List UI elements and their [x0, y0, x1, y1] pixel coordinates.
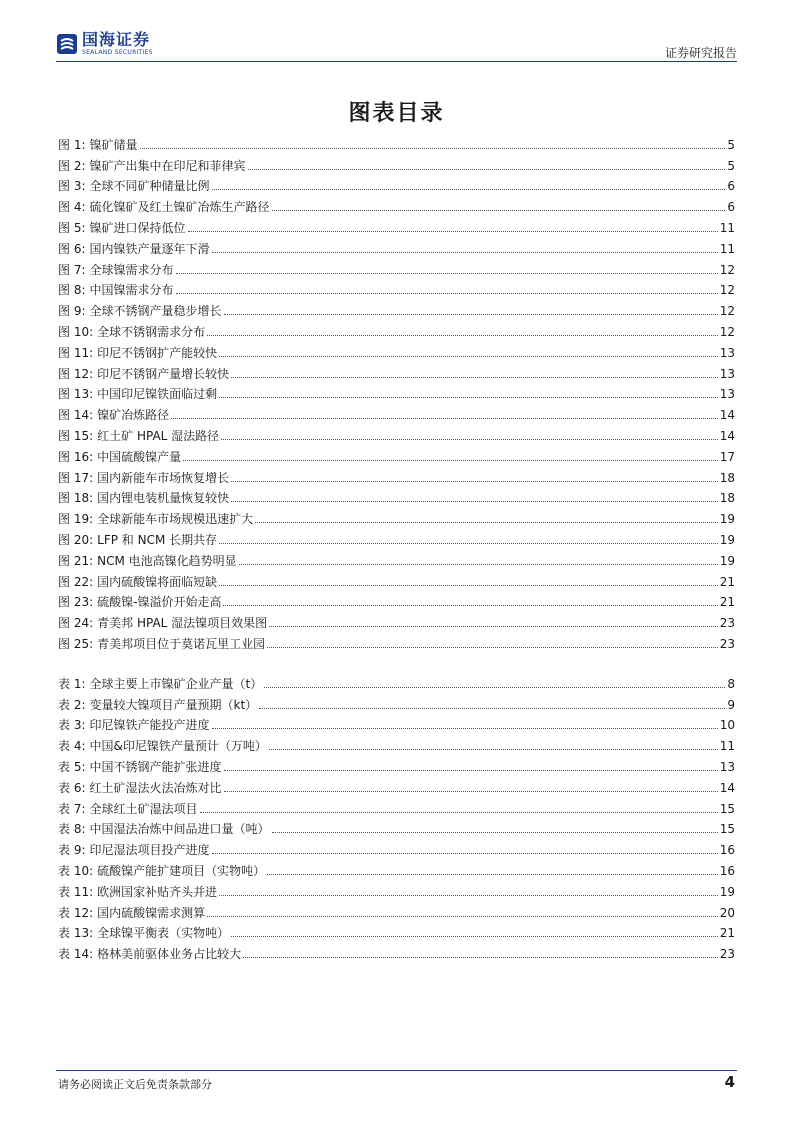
- entry-number: 图 15:: [58, 428, 94, 443]
- entry-page-number: 15: [719, 801, 735, 816]
- dot-leader: [259, 708, 725, 709]
- entry-title: 印尼湿法项目投产进度: [89, 843, 210, 858]
- dot-leader: [269, 626, 718, 627]
- entry-page-number: 14: [719, 428, 735, 443]
- dot-leader: [267, 874, 718, 875]
- dot-leader: [183, 460, 718, 461]
- entry-title: 硫酸镍产能扩建项目（实物吨）: [97, 863, 266, 878]
- entry-title: 印尼不锈钢扩产能较快: [97, 345, 218, 360]
- disclaimer-text: 请务必阅读正文后免责条款部分: [58, 1078, 212, 1091]
- entry-number: 图 24:: [58, 616, 94, 631]
- entry-number: 图 13:: [58, 387, 94, 402]
- entry-number: 图 12:: [58, 366, 94, 381]
- logo-chinese-name: 国海证券: [82, 30, 151, 49]
- figure-entry[interactable]: [58, 506, 735, 527]
- figure-entry[interactable]: [58, 444, 735, 465]
- entry-number: 表 5:: [58, 759, 86, 774]
- entry-page-number: 16: [719, 863, 735, 878]
- entry-title: 中国湿法冶炼中间品进口量（吨）: [89, 822, 270, 837]
- entry-title: 中国&印尼镍铁产量预计（万吨）: [89, 739, 267, 754]
- table-entry[interactable]: [58, 879, 735, 900]
- figure-entry[interactable]: [58, 590, 735, 611]
- figure-entry[interactable]: [58, 319, 735, 340]
- entry-page-number: 16: [719, 843, 735, 858]
- entry-page-number: 21: [719, 926, 735, 941]
- entry-number: 图 8:: [58, 283, 86, 298]
- entry-title: LFP 和 NCM 长期共存: [97, 532, 218, 547]
- entry-title: 青美邦项目位于莫诺瓦里工业园: [97, 636, 266, 651]
- entry-number: 图 19:: [58, 512, 94, 527]
- entry-page-number: 11: [719, 220, 735, 235]
- figure-entry[interactable]: [58, 153, 735, 174]
- entry-title: 硫化镍矿及红土镍矿冶炼生产路径: [89, 200, 270, 215]
- table-entry[interactable]: [58, 858, 735, 879]
- entry-number: 图 20:: [58, 532, 94, 547]
- entry-title: 国内镍铁产量逐年下滑: [89, 241, 210, 256]
- dot-leader: [219, 895, 718, 896]
- figure-entry[interactable]: [58, 298, 735, 319]
- dot-leader: [212, 853, 718, 854]
- footer-divider: [56, 1070, 737, 1071]
- entry-page-number: 11: [719, 739, 735, 754]
- entry-number: 表 3:: [58, 718, 86, 733]
- entry-page-number: 11: [719, 241, 735, 256]
- dot-leader: [243, 957, 718, 958]
- entry-page-number: 9: [727, 697, 735, 712]
- entry-page-number: 13: [719, 759, 735, 774]
- entry-title: 镍矿储量: [89, 137, 138, 152]
- figure-entry[interactable]: [58, 486, 735, 507]
- entry-number: 表 10:: [58, 863, 94, 878]
- entry-page-number: 5: [727, 137, 735, 152]
- entry-page-number: 18: [719, 470, 735, 485]
- entry-number: 图 1:: [58, 137, 86, 152]
- entry-number: 表 1:: [58, 676, 86, 691]
- page-number: 4: [724, 1073, 735, 1091]
- entry-page-number: 12: [719, 262, 735, 277]
- entry-title: 国内硫酸镍需求测算: [97, 905, 206, 920]
- entry-page-number: 17: [719, 449, 735, 464]
- entry-number: 表 11:: [58, 884, 94, 899]
- dot-leader: [231, 501, 718, 502]
- dot-leader: [176, 293, 718, 294]
- figure-entry[interactable]: [58, 402, 735, 423]
- entry-title: 全球不同矿种储量比例: [89, 179, 210, 194]
- table-entry[interactable]: [58, 817, 735, 838]
- entry-page-number: 19: [719, 884, 735, 899]
- figure-list: [58, 132, 735, 652]
- entry-number: 表 2:: [58, 697, 86, 712]
- dot-leader: [171, 418, 718, 419]
- dot-leader: [231, 377, 718, 378]
- entry-page-number: 10: [719, 718, 735, 733]
- dot-leader: [239, 564, 718, 565]
- sealand-logo-icon: [56, 33, 78, 55]
- figure-entry[interactable]: [58, 340, 735, 361]
- dot-leader: [140, 148, 726, 149]
- entry-page-number: 12: [719, 283, 735, 298]
- entry-number: 图 4:: [58, 200, 86, 215]
- table-entry[interactable]: [58, 671, 735, 692]
- dot-leader: [231, 936, 718, 937]
- entry-page-number: 19: [719, 553, 735, 568]
- dot-leader: [231, 481, 718, 482]
- dot-leader: [212, 252, 718, 253]
- dot-leader: [255, 522, 718, 523]
- entry-number: 图 11:: [58, 345, 94, 360]
- figure-entry[interactable]: [58, 278, 735, 299]
- entry-number: 图 9:: [58, 304, 86, 319]
- entry-title: 镍矿进口保持低位: [89, 220, 186, 235]
- figure-entry[interactable]: [58, 527, 735, 548]
- dot-leader: [207, 335, 718, 336]
- entry-title: 全球红土矿湿法项目: [89, 801, 198, 816]
- dot-leader: [264, 687, 725, 688]
- entry-number: 图 14:: [58, 408, 94, 423]
- entry-title: 国内锂电装机量恢复较快: [97, 491, 230, 506]
- entry-title: 中国不锈钢产能扩张进度: [89, 759, 222, 774]
- entry-page-number: 23: [719, 616, 735, 631]
- entry-page-number: 12: [719, 304, 735, 319]
- entry-page-number: 19: [719, 512, 735, 527]
- dot-leader: [248, 169, 726, 170]
- entry-title: 国内新能车市场恢复增长: [97, 470, 230, 485]
- entry-title: 硫酸镍-镍溢价开始走高: [97, 595, 222, 610]
- entry-title: 格林美前驱体业务占比较大: [97, 947, 242, 962]
- entry-title: 青美邦 HPAL 湿法镍项目效果图: [97, 616, 268, 631]
- table-entry[interactable]: [58, 775, 735, 796]
- table-entry[interactable]: [58, 796, 735, 817]
- entry-page-number: 6: [727, 200, 735, 215]
- entry-page-number: 13: [719, 387, 735, 402]
- entry-number: 表 8:: [58, 822, 86, 837]
- entry-page-number: 15: [719, 822, 735, 837]
- entry-page-number: 18: [719, 491, 735, 506]
- figure-entry[interactable]: [58, 174, 735, 195]
- entry-title: 印尼镍铁产能投产进度: [89, 718, 210, 733]
- entry-page-number: 19: [719, 532, 735, 547]
- entry-page-number: 20: [719, 905, 735, 920]
- table-entry[interactable]: [58, 837, 735, 858]
- entry-number: 图 16:: [58, 449, 94, 464]
- report-type-label: 证券研究报告: [664, 46, 737, 60]
- dot-leader: [188, 231, 718, 232]
- entry-number: 图 18:: [58, 491, 94, 506]
- entry-title: 欧洲国家补贴齐头并进: [97, 884, 218, 899]
- dot-leader: [269, 749, 718, 750]
- entry-title: 红土矿湿法火法冶炼对比: [89, 780, 222, 795]
- table-entry[interactable]: [58, 900, 735, 921]
- dot-leader: [272, 832, 718, 833]
- entry-title: 中国硫酸镍产量: [97, 449, 182, 464]
- figure-entry[interactable]: [58, 423, 735, 444]
- logo-english-name: SEALAND SECURITIES: [82, 49, 153, 56]
- entry-title: 红土矿 HPAL 湿法路径: [97, 428, 220, 443]
- entry-number: 图 2:: [58, 158, 86, 173]
- table-entry[interactable]: [58, 941, 735, 962]
- table-list: [58, 671, 735, 962]
- dot-leader: [224, 770, 718, 771]
- entry-title: 全球镍需求分布: [89, 262, 174, 277]
- table-entry[interactable]: [58, 754, 735, 775]
- dot-leader: [219, 543, 718, 544]
- entry-title: NCM 电池高镍化趋势明显: [97, 553, 237, 568]
- figure-entry[interactable]: [58, 361, 735, 382]
- entry-number: 表 7:: [58, 801, 86, 816]
- entry-page-number: 5: [727, 158, 735, 173]
- entry-title: 全球主要上市镍矿企业产量（t）: [89, 676, 263, 691]
- figure-entry[interactable]: [58, 569, 735, 590]
- table-entry[interactable]: [58, 692, 735, 713]
- entry-title: 全球新能车市场规模迅速扩大: [97, 512, 254, 527]
- figure-entry[interactable]: [58, 382, 735, 403]
- entry-number: 图 3:: [58, 179, 86, 194]
- dot-leader: [200, 812, 718, 813]
- dot-leader: [207, 916, 718, 917]
- dot-leader: [221, 439, 718, 440]
- entry-page-number: 23: [719, 947, 735, 962]
- entry-number: 图 21:: [58, 553, 94, 568]
- entry-title: 中国印尼镍铁面临过剩: [97, 387, 218, 402]
- entry-number: 表 12:: [58, 905, 94, 920]
- page-header: [56, 30, 737, 62]
- company-logo: [56, 32, 153, 56]
- entry-title: 国内硫酸镍将面临短缺: [97, 574, 218, 589]
- entry-number: 表 9:: [58, 843, 86, 858]
- entry-number: 图 7:: [58, 262, 86, 277]
- dot-leader: [224, 314, 718, 315]
- figure-entry[interactable]: [58, 631, 735, 652]
- dot-leader: [219, 585, 718, 586]
- dot-leader: [219, 356, 718, 357]
- entry-page-number: 12: [719, 324, 735, 339]
- entry-page-number: 6: [727, 179, 735, 194]
- entry-page-number: 14: [719, 408, 735, 423]
- entry-title: 变量较大镍项目产量预期（kt）: [89, 697, 258, 712]
- dot-leader: [219, 397, 718, 398]
- entry-page-number: 23: [719, 636, 735, 651]
- entry-title: 全球镍平衡表（实物吨）: [97, 926, 230, 941]
- dot-leader: [223, 605, 717, 606]
- entry-number: 图 10:: [58, 324, 94, 339]
- entry-page-number: 14: [719, 780, 735, 795]
- entry-number: 表 4:: [58, 739, 86, 754]
- dot-leader: [212, 728, 718, 729]
- table-entry[interactable]: [58, 921, 735, 942]
- figure-entry[interactable]: [58, 257, 735, 278]
- entry-number: 表 13:: [58, 926, 94, 941]
- entry-number: 图 5:: [58, 220, 86, 235]
- entry-number: 图 22:: [58, 574, 94, 589]
- table-entry[interactable]: [58, 733, 735, 754]
- entry-number: 图 23:: [58, 595, 94, 610]
- entry-title: 印尼不锈钢产量增长较快: [97, 366, 230, 381]
- entry-page-number: 13: [719, 366, 735, 381]
- page-title: 图表目录: [348, 101, 445, 126]
- dot-leader: [272, 210, 726, 211]
- entry-page-number: 21: [719, 595, 735, 610]
- entry-title: 镍矿产出集中在印尼和菲律宾: [89, 158, 246, 173]
- header-divider: [56, 61, 737, 62]
- figure-entry[interactable]: [58, 194, 735, 215]
- figure-entry[interactable]: [58, 610, 735, 631]
- figure-entry[interactable]: [58, 465, 735, 486]
- figure-entry[interactable]: [58, 236, 735, 257]
- entry-page-number: 21: [719, 574, 735, 589]
- entry-number: 图 25:: [58, 636, 94, 651]
- dot-leader: [212, 189, 726, 190]
- entry-number: 图 17:: [58, 470, 94, 485]
- entry-title: 镍矿冶炼路径: [97, 408, 170, 423]
- figure-entry[interactable]: [58, 215, 735, 236]
- dot-leader: [224, 791, 718, 792]
- entry-title: 全球不锈钢需求分布: [97, 324, 206, 339]
- entry-page-number: 8: [727, 676, 735, 691]
- dot-leader: [176, 273, 718, 274]
- figure-entry[interactable]: [58, 132, 735, 153]
- entry-number: 图 6:: [58, 241, 86, 256]
- table-entry[interactable]: [58, 713, 735, 734]
- dot-leader: [267, 647, 718, 648]
- entry-page-number: 13: [719, 345, 735, 360]
- entry-number: 表 14:: [58, 947, 94, 962]
- entry-title: 中国镍需求分布: [89, 283, 174, 298]
- entry-title: 全球不锈钢产量稳步增长: [89, 304, 222, 319]
- entry-number: 表 6:: [58, 780, 86, 795]
- figure-entry[interactable]: [58, 548, 735, 569]
